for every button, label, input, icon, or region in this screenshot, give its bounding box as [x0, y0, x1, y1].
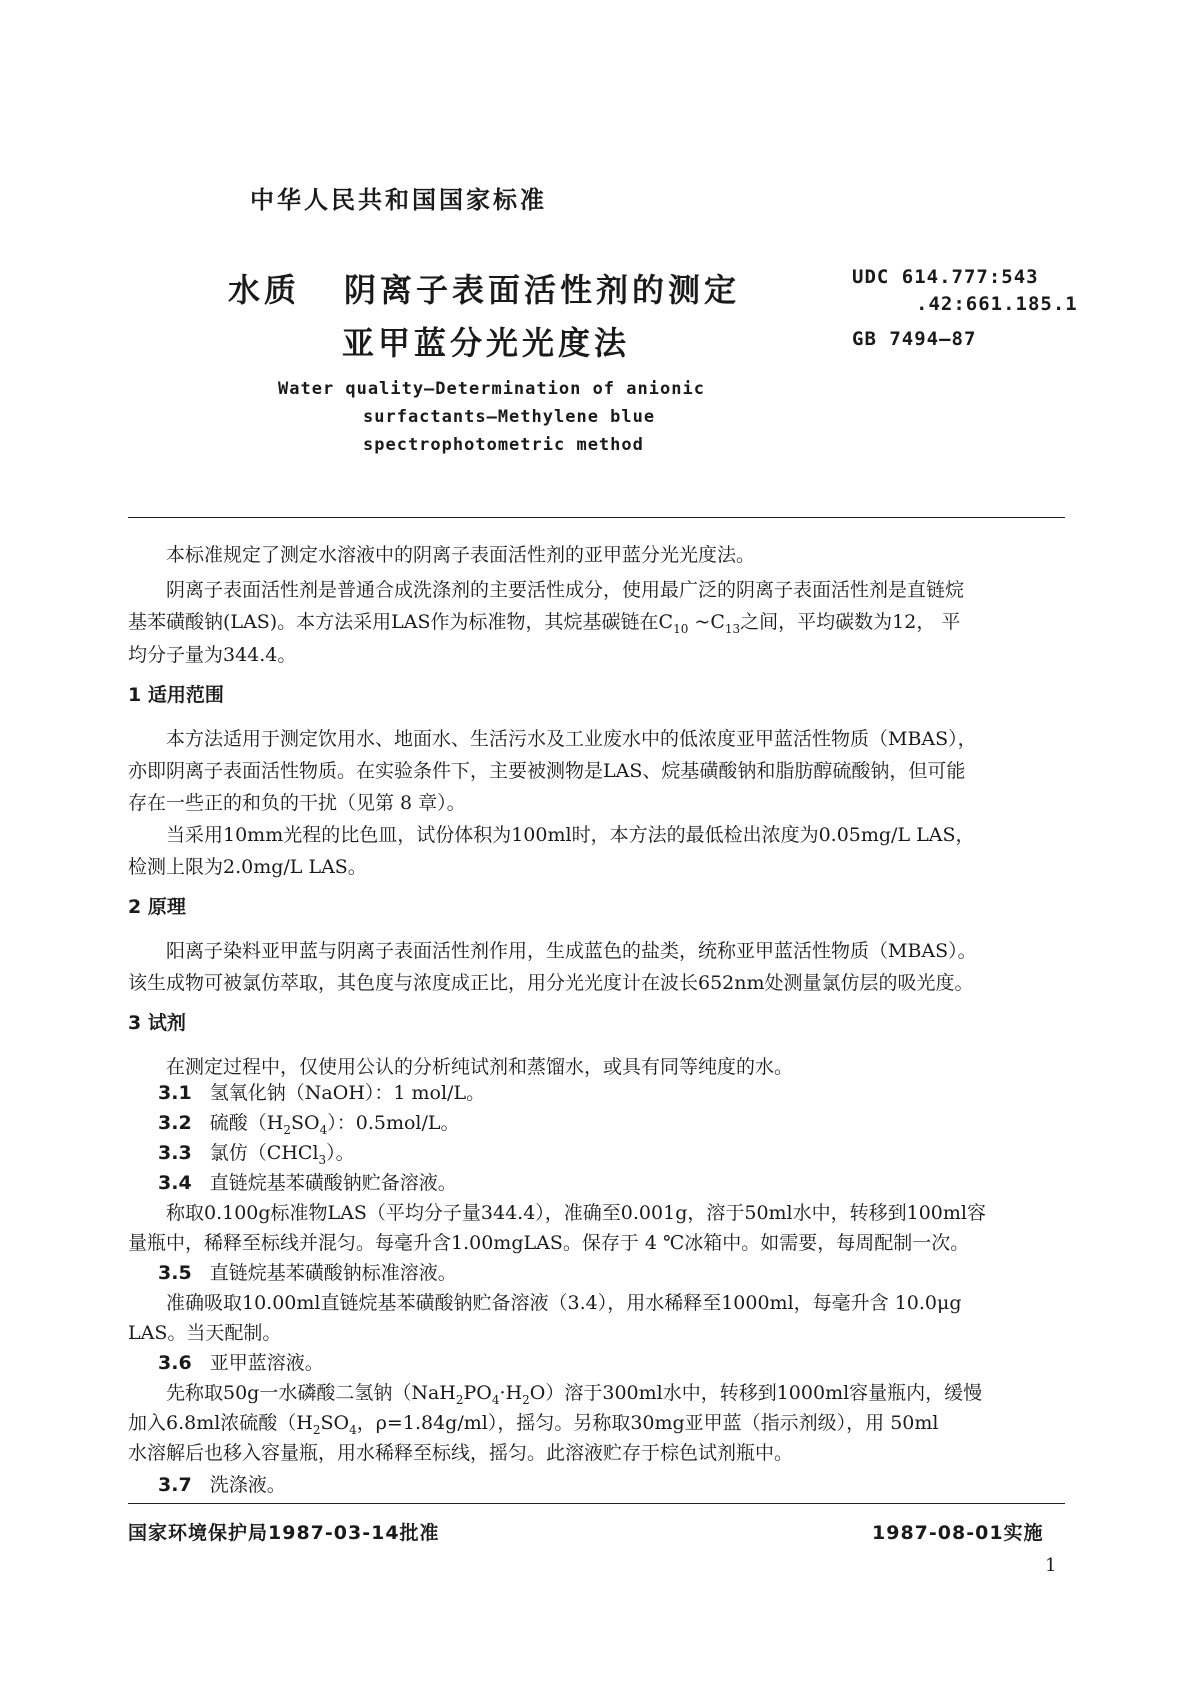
subscript: 2: [522, 1392, 530, 1407]
item-text: 氢氧化钠（NaOH）：1 mol/L。: [209, 1082, 486, 1104]
gb-number: GB 7494—87: [852, 328, 977, 350]
document-title-line1: [228, 265, 740, 311]
text-run: ~C: [688, 611, 725, 633]
item-3-4: [158, 1168, 457, 1195]
english-title-line2: surfactants—Methylene blue: [363, 407, 656, 427]
title-prefix: 水质: [228, 271, 301, 309]
item-3-7-line: [158, 1470, 286, 1497]
item-text: 直链烷基苯磺酸钠贮备溶液。: [209, 1172, 457, 1194]
item-3-2: [158, 1108, 460, 1137]
item-3-5-p-line1: 准确吸取10.00ml直链烷基苯磺酸钠贮备溶液（3.4），用水稀释至1000ml，每毫升含 10.0μg: [166, 1292, 962, 1314]
section-1-p2-line2: 检测上限为2.0mg/L LAS。: [128, 856, 367, 878]
header-divider: [128, 517, 1065, 518]
item-3-5: [158, 1258, 457, 1285]
item-text: 直链烷基苯磺酸钠标准溶液。: [209, 1262, 457, 1284]
text-run: 先称取50g一水磷酸二氢钠（NaH: [166, 1382, 456, 1404]
intro-paragraph-2-line3: 均分子量为344.4。: [128, 644, 297, 666]
approval-date: 国家环境保护局1987-03-14批准: [128, 1522, 440, 1544]
subscript: 2: [455, 1392, 464, 1407]
subscript: 4: [349, 1422, 357, 1437]
footer-divider: [128, 1503, 1065, 1504]
section-1-p2-line1: 当采用10mm光程的比色皿，试份体积为100ml时，本方法的最低检出浓度为0.05mg/L LAS，: [166, 824, 975, 846]
page-number: 1: [1045, 1555, 1057, 1576]
subscript: 4: [319, 1122, 328, 1137]
english-title-line1: Water quality—Determination of anionic: [278, 379, 705, 399]
english-title-line3: spectrophotometric method: [363, 435, 644, 455]
item-number: 3.7: [158, 1474, 192, 1496]
text-run: SO: [320, 1412, 350, 1434]
text-run: PO: [463, 1382, 492, 1404]
item-3-1: [158, 1078, 485, 1105]
national-standard-header: 中华人民共和国国家标准: [250, 186, 547, 214]
subscript: 2: [283, 1122, 292, 1137]
intro-paragraph-2-line2: [128, 607, 960, 636]
subscript: 3: [318, 1152, 327, 1167]
document-title-line2: 亚甲蓝分光光度法: [342, 324, 631, 362]
title-main: 阴离子表面活性剂的测定: [344, 271, 741, 309]
item-text: 亚甲蓝溶液。: [209, 1352, 324, 1374]
section-1-p1-line1: 本方法适用于测定饮用水、地面水、生活污水及工业废水中的低浓度亚甲蓝活性物质（MBAS），: [166, 728, 977, 750]
item-3-5-p-line2: LAS。当天配制。: [128, 1322, 282, 1344]
text-run: 基苯磺酸钠(LAS)。本方法采用LAS作为标准物，其烷基碳链在C: [128, 611, 674, 633]
item-number: 3.1: [158, 1082, 192, 1104]
text-run: 氯仿（CHCl: [209, 1142, 319, 1164]
section-1-p1-line2: 亦即阴离子表面活性物质。在实验条件下，主要被测物是LAS、烷基磺酸钠和脂肪醇硫酸钠，但可能: [128, 760, 966, 782]
text-run: ）。: [326, 1142, 355, 1164]
effective-date: 1987-08-01实施: [872, 1522, 1044, 1544]
section-2-p1-line2: 该生成物可被氯仿萃取，其色度与浓度成正比，用分光光度计在波长652nm处测量氯仿层的吸光度。: [128, 972, 974, 994]
item-number: 3.5: [158, 1262, 192, 1284]
item-3-6-p-line2: [128, 1408, 938, 1437]
udc-code-line2: .42:661.185.1: [916, 293, 1078, 315]
item-3-4-p-line1: 称取0.100g标准物LAS（平均分子量344.4），准确至0.001g，溶于50ml水中，转移到100ml容: [166, 1202, 986, 1224]
text-run: 硫酸（H: [209, 1112, 284, 1134]
section-2-heading: 2 原理: [128, 896, 186, 918]
item-3-6-p-line1: [166, 1378, 982, 1407]
section-1-heading: 1 适用范围: [128, 684, 224, 706]
udc-code-line1: UDC 614.777:543: [852, 266, 1039, 288]
item-number: 3.4: [158, 1172, 192, 1194]
subscript: 13: [724, 621, 741, 636]
subscript: 10: [673, 621, 689, 636]
item-text: 洗涤液。: [209, 1474, 286, 1496]
text-run: ·H: [499, 1382, 523, 1404]
item-3-6: [158, 1348, 324, 1375]
item-number: 3.3: [158, 1142, 192, 1164]
section-1-p1-line3: 存在一些正的和负的干扰（见第 8 章）。: [128, 792, 466, 814]
section-3-heading: 3 试剂: [128, 1012, 186, 1034]
text-run: 之间，平均碳数为12， 平: [740, 611, 961, 633]
item-number: 3.2: [158, 1112, 192, 1134]
subscript: 2: [312, 1422, 321, 1437]
item-number: 3.6: [158, 1352, 192, 1374]
text-run: ，ρ=1.84g/ml），摇匀。另称取30mg亚甲蓝（指示剂级），用 50ml: [356, 1412, 939, 1434]
section-3-intro: 在测定过程中，仅使用公认的分析纯试剂和蒸馏水，或具有同等纯度的水。: [166, 1056, 794, 1078]
section-2-p1-line1: 阳离子染料亚甲蓝与阴离子表面活性剂作用，生成蓝色的盐类，统称亚甲蓝活性物质（MBAS）。: [166, 940, 977, 962]
text-run: ）：0.5mol/L。: [327, 1112, 460, 1134]
intro-paragraph-2-line1: 阴离子表面活性剂是普通合成洗涤剂的主要活性成分，使用最广泛的阴离子表面活性剂是直链烷: [166, 579, 965, 601]
item-3-4-p-line2: 量瓶中，稀释至标线并混匀。每毫升含1.00mgLAS。保存于 4 ℃冰箱中。如需要，每周配制一次。: [128, 1232, 970, 1254]
intro-paragraph-1: 本标准规定了测定水溶液中的阴离子表面活性剂的亚甲蓝分光光度法。: [166, 544, 756, 566]
text-run: SO: [291, 1112, 320, 1134]
item-3-6-p-line3: 水溶解后也移入容量瓶，用水稀释至标线，摇匀。此溶液贮存于棕色试剂瓶中。: [128, 1442, 794, 1464]
subscript: 4: [491, 1392, 500, 1407]
item-3-3: [158, 1138, 355, 1167]
text-run: O）溶于300ml水中，转移到1000ml容量瓶内，缓慢: [529, 1382, 983, 1404]
text-run: 加入6.8ml浓硫酸（H: [128, 1412, 313, 1434]
